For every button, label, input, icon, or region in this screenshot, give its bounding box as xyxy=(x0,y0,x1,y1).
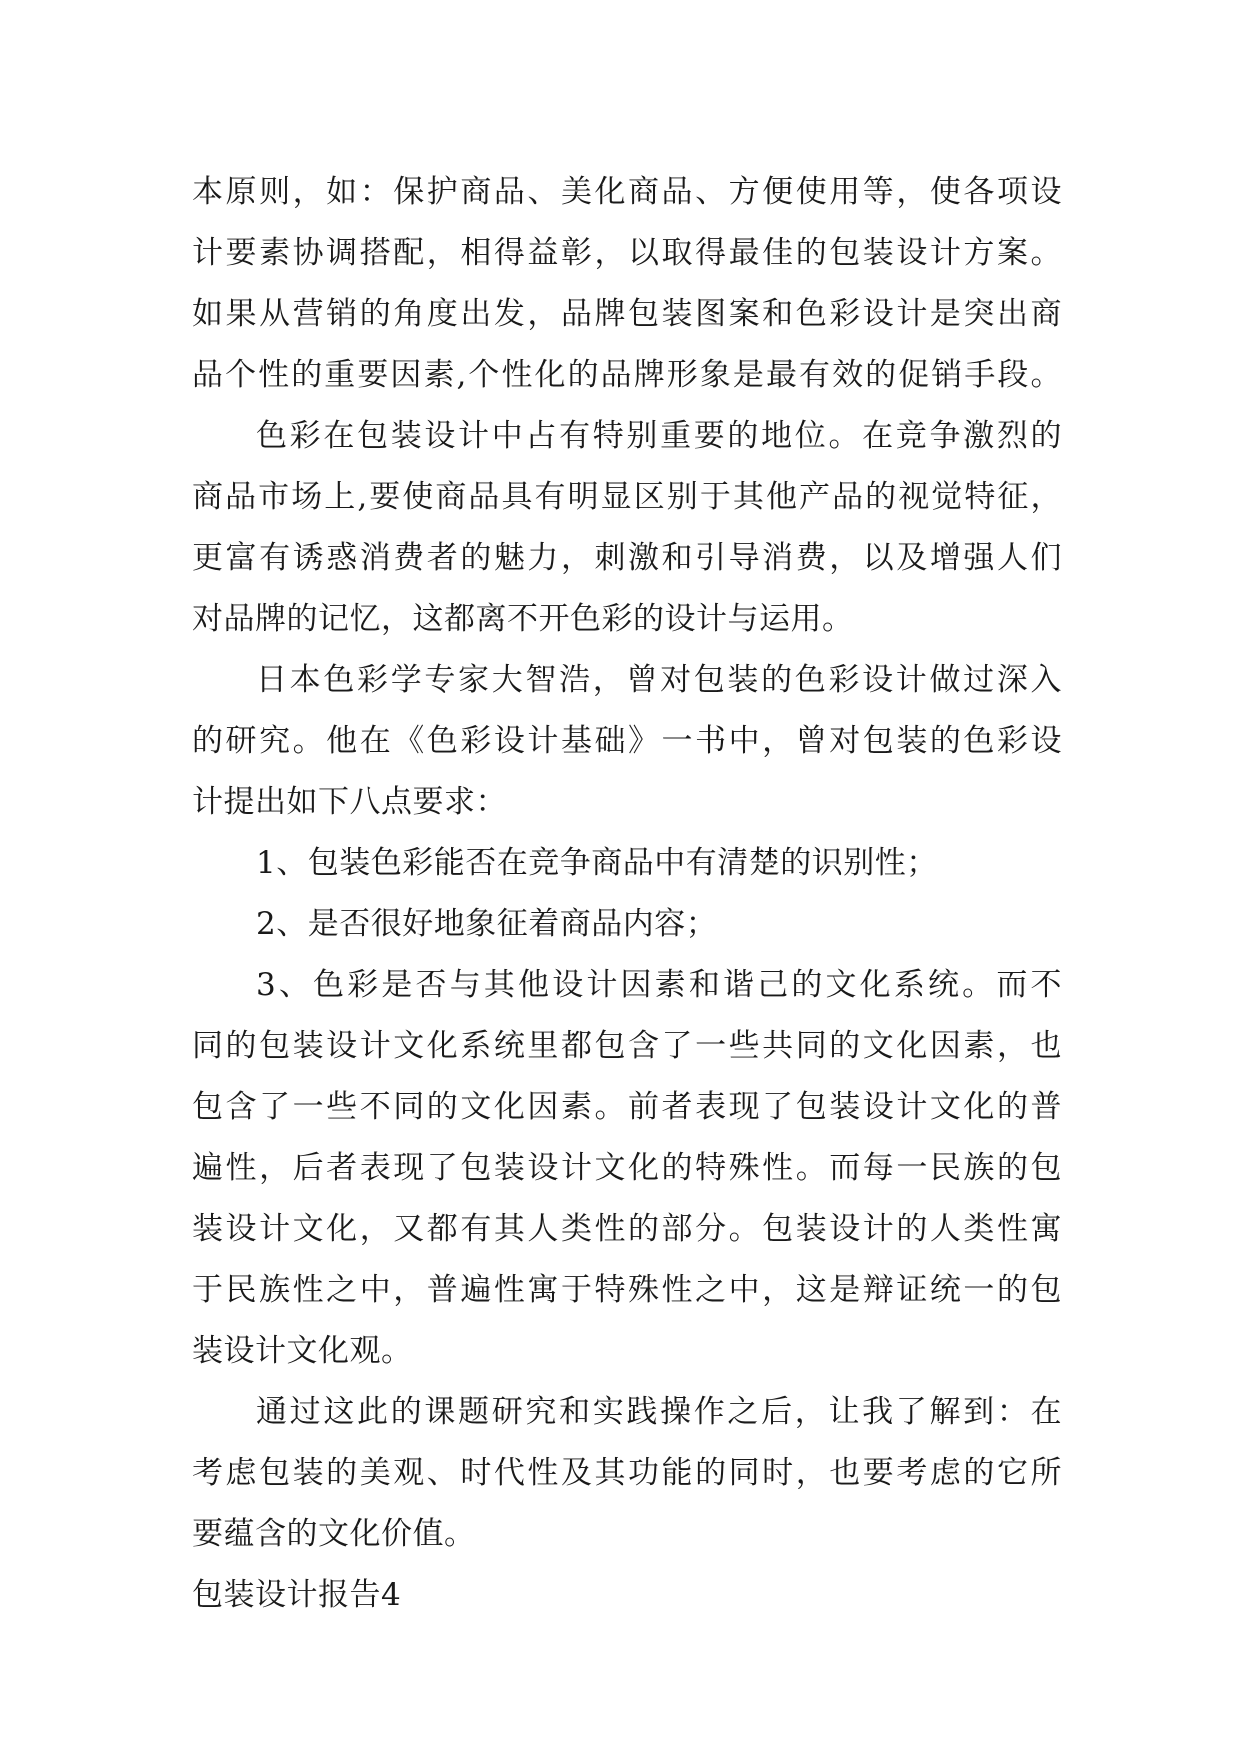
paragraph-2-line-1: 色彩在包装设计中占有特别重要的地位。在竞争激烈的 xyxy=(256,418,1062,454)
paragraph-1-line-4: 品个性的重要因素,个性化的品牌形象是最有效的促销手段。 xyxy=(192,357,1062,393)
list-item-2: 2、是否很好地象征着商品内容； xyxy=(256,906,718,942)
list-item-3-line-2: 同的包装设计文化系统里都包含了一些共同的文化因素，也 xyxy=(192,1028,1062,1064)
paragraph-1-line-2: 计要素协调搭配，相得益彰，以取得最佳的包装设计方案。 xyxy=(192,235,1062,271)
paragraph-1-line-3: 如果从营销的角度出发，品牌包装图案和色彩设计是突出商 xyxy=(192,296,1062,332)
paragraph-2-line-4: 对品牌的记忆，这都离不开色彩的设计与运用。 xyxy=(192,601,854,637)
list-item-3-line-1: 3、色彩是否与其他设计因素和谐己的文化系统。而不 xyxy=(256,967,1062,1003)
paragraph-1-line-1: 本原则，如：保护商品、美化商品、方便使用等，使各项设 xyxy=(192,174,1062,210)
list-item-3-line-4: 遍性，后者表现了包装设计文化的特殊性。而每一民族的包 xyxy=(192,1150,1062,1186)
paragraph-2-line-3: 更富有诱惑消费者的魅力，刺激和引导消费，以及增强人们 xyxy=(192,540,1062,576)
document-body xyxy=(192,162,1062,1626)
paragraph-3-line-3: 计提出如下八点要求： xyxy=(192,784,507,820)
paragraph-3-line-1: 日本色彩学专家大智浩，曾对包装的色彩设计做过深入 xyxy=(256,662,1062,698)
paragraph-4-line-1: 通过这此的课题研究和实践操作之后，让我了解到：在 xyxy=(256,1394,1062,1430)
list-item-3-line-3: 包含了一些不同的文化因素。前者表现了包装设计文化的普 xyxy=(192,1089,1062,1125)
paragraph-3-line-2: 的研究。他在《色彩设计基础》一书中，曾对包装的色彩设 xyxy=(192,723,1062,759)
section-heading: 包装设计报告4 xyxy=(192,1577,402,1613)
paragraph-4-line-2: 考虑包装的美观、时代性及其功能的同时，也要考虑的它所 xyxy=(192,1455,1062,1491)
list-item-3-line-6: 于民族性之中，普遍性寓于特殊性之中，这是辩证统一的包 xyxy=(192,1272,1062,1308)
list-item-3-line-7: 装设计文化观。 xyxy=(192,1333,413,1369)
list-item-1: 1、包装色彩能否在竞争商品中有清楚的识别性； xyxy=(256,845,938,881)
list-item-3-line-5: 装设计文化，又都有其人类性的部分。包装设计的人类性寓 xyxy=(192,1211,1062,1247)
paragraph-4-line-3: 要蕴含的文化价值。 xyxy=(192,1516,476,1552)
paragraph-2-line-2: 商品市场上,要使商品具有明显区别于其他产品的视觉特征， xyxy=(192,479,1062,515)
